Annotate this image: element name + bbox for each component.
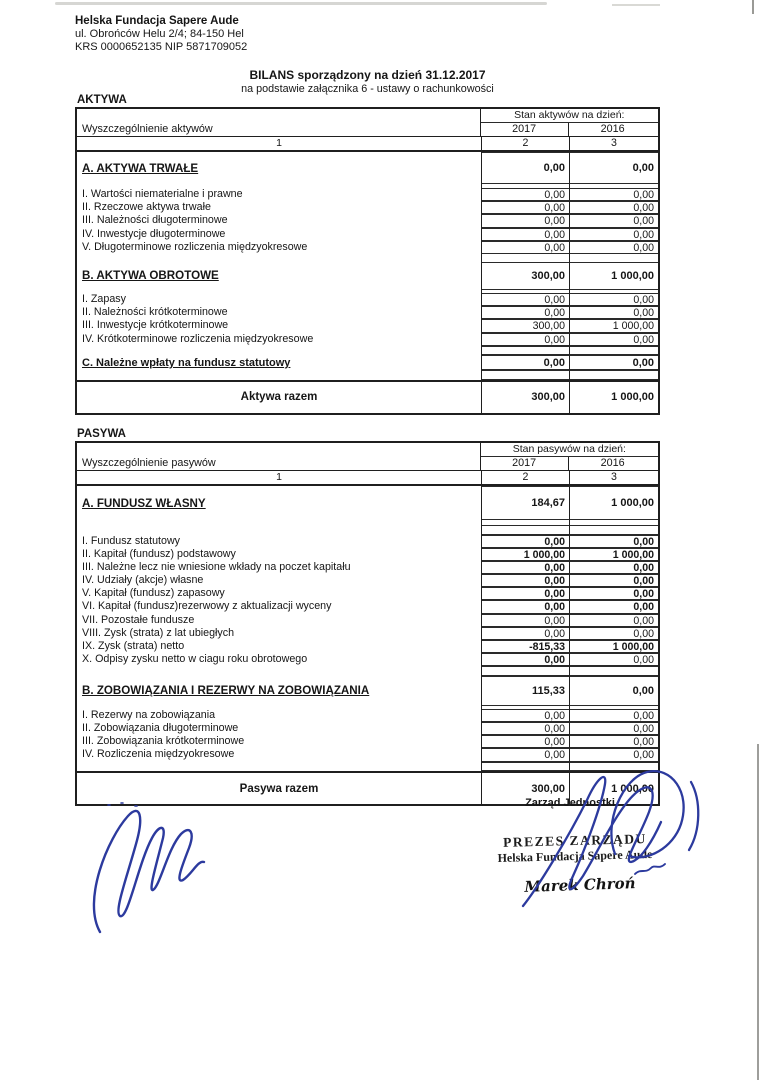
column-number-row	[77, 137, 658, 150]
value-2017: 0,00	[482, 748, 570, 761]
organization-name: Helska Fundacja Sapere Aude	[75, 15, 239, 27]
column-number-3: 3	[611, 137, 617, 149]
value-2016: 0,00	[570, 355, 658, 370]
row-label: II. Zobowiązania długoterminowe	[77, 722, 482, 735]
signature-right-ink	[495, 758, 705, 933]
table-row	[77, 735, 658, 748]
value-2017: 0,00	[482, 214, 570, 227]
value-2017: 184,67	[482, 486, 570, 520]
value-2016: 1 000,00	[570, 262, 658, 290]
aktywa-caption: AKTYWA	[77, 94, 127, 106]
value-2016: 0,00	[570, 748, 658, 761]
row-label: X. Odpisy zysku netto w ciagu roku obrotowego	[77, 653, 482, 666]
row-label: II. Należności krótkoterminowe	[77, 306, 482, 319]
row-label: I. Rezerwy na zobowiązania	[77, 709, 482, 722]
row-label: IV. Inwestycje długoterminowe	[77, 228, 482, 241]
section-title: A. FUNDUSZ WŁASNY	[82, 496, 206, 510]
row-label: V. Kapitał (fundusz) zapasowy	[77, 587, 482, 600]
column-header-values	[481, 443, 658, 470]
section-row-aktywa-trwale	[77, 152, 658, 184]
table-row	[77, 561, 658, 574]
row-label: VI. Kapitał (fundusz)rezerwowy z aktualizacji wyceny	[77, 600, 482, 613]
row-label: III. Zobowiązania krótkoterminowe	[77, 735, 482, 748]
organization-address: ul. Obrońców Helu 2/4; 84-150 Hel	[75, 28, 244, 40]
table-row	[77, 709, 658, 722]
table-row	[77, 614, 658, 627]
row-label: IX. Zysk (strata) netto	[77, 640, 482, 653]
values-span-header: Stan aktywów na dzień:	[481, 109, 658, 123]
value-2016: 1 000,00	[570, 640, 658, 653]
year-2016-header: 2016	[600, 123, 625, 135]
table-row	[77, 188, 658, 201]
value-2017: 0,00	[482, 152, 570, 184]
spacer-row	[77, 346, 658, 356]
spacer-row	[77, 525, 658, 535]
value-2017: 0,00	[482, 306, 570, 319]
table-row	[77, 548, 658, 561]
value-2017: 0,00	[482, 188, 570, 201]
value-2017: 0,00	[482, 614, 570, 627]
year-2016-header: 2016	[600, 457, 625, 469]
total-2017: 300,00	[482, 773, 570, 804]
table-row	[77, 333, 658, 346]
table-row	[77, 574, 658, 587]
value-2016: 0,00	[570, 676, 658, 706]
row-label: V. Długoterminowe rozliczenia międzyokresowe	[77, 241, 482, 254]
row-label: VIII. Zysk (strata) z lat ubiegłych	[77, 627, 482, 640]
section-row-fundusz-wlasny	[77, 486, 658, 520]
value-2016: 0,00	[570, 241, 658, 254]
value-2017: 300,00	[482, 319, 570, 332]
value-2016: 0,00	[570, 293, 658, 306]
letterhead	[75, 15, 247, 54]
value-2016: 0,00	[570, 614, 658, 627]
year-2017-header: 2017	[481, 457, 569, 470]
row-label: II. Rzeczowe aktywa trwałe	[77, 201, 482, 214]
value-2016: 0,00	[570, 201, 658, 214]
column-header-label: Wyszczególnienie pasywów	[77, 443, 481, 470]
section-title: C. Należne wpłaty na fundusz statutowy	[82, 356, 291, 369]
value-2017: 300,00	[482, 262, 570, 290]
value-2016: 0,00	[570, 735, 658, 748]
value-2016: 0,00	[570, 561, 658, 574]
value-2017: 0,00	[482, 653, 570, 666]
value-2017: 0,00	[482, 355, 570, 370]
row-label: III. Inwestycje krótkoterminowe	[77, 319, 482, 332]
row-label: I. Zapasy	[77, 293, 482, 306]
value-2017: 0,00	[482, 228, 570, 241]
total-2017: 300,00	[482, 382, 570, 413]
row-label: III. Należności długoterminowe	[77, 214, 482, 227]
section-title: B. AKTYWA OBROTOWE	[82, 269, 219, 283]
signature-left-ink	[80, 800, 210, 940]
column-number-row	[77, 471, 658, 484]
management-label: Zarząd Jednostki	[525, 797, 615, 809]
value-2017: 0,00	[482, 709, 570, 722]
value-2017: 0,00	[482, 535, 570, 548]
pasywa-table	[75, 441, 660, 806]
section-label	[77, 486, 482, 520]
section-row-aktywa-obrotowe	[77, 262, 658, 290]
value-2016: 0,00	[570, 600, 658, 613]
value-2016: 0,00	[570, 152, 658, 184]
pasywa-caption: PASYWA	[77, 428, 126, 440]
value-2017: 0,00	[482, 293, 570, 306]
table-row	[77, 587, 658, 600]
total-2016: 1 000,00	[611, 782, 654, 795]
column-number-1: 1	[77, 471, 482, 484]
table-row	[77, 722, 658, 735]
values-span-header: Stan pasywów na dzień:	[481, 443, 658, 457]
value-2016: 0,00	[570, 306, 658, 319]
value-2016: 0,00	[570, 627, 658, 640]
section-label	[77, 355, 482, 370]
value-2017: 0,00	[482, 600, 570, 613]
value-2016: 0,00	[570, 535, 658, 548]
total-label: Aktywa razem	[77, 382, 482, 413]
column-number-3: 3	[611, 471, 617, 483]
aktywa-table-header	[77, 109, 658, 152]
signer-name: Marek Chroń	[524, 874, 636, 896]
row-label: IV. Krótkoterminowe rozliczenia międzyokresowe	[77, 333, 482, 346]
value-2017: 0,00	[482, 574, 570, 587]
value-2016: 0,00	[570, 709, 658, 722]
section-row-nalezne-wplaty	[77, 355, 658, 370]
table-row	[77, 627, 658, 640]
value-2016: 1 000,00	[570, 319, 658, 332]
table-row	[77, 319, 658, 332]
section-row-zobowiazania	[77, 676, 658, 706]
column-number-2: 2	[482, 137, 570, 150]
row-label: I. Fundusz statutowy	[77, 535, 482, 548]
value-2016: 0,00	[570, 228, 658, 241]
section-label	[77, 262, 482, 290]
scan-streak-top-2	[612, 4, 660, 6]
aktywa-total-row	[77, 380, 658, 413]
table-row	[77, 653, 658, 666]
row-label: II. Kapitał (fundusz) podstawowy	[77, 548, 482, 561]
table-row	[77, 214, 658, 227]
section-label	[77, 152, 482, 184]
table-row	[77, 600, 658, 613]
year-2017-header: 2017	[481, 123, 569, 136]
spacer-row	[77, 254, 658, 262]
total-2016: 1 000,00	[611, 391, 654, 404]
document-title: BILANS sporządzony na dzień 31.12.2017	[249, 68, 486, 82]
value-2017: 0,00	[482, 735, 570, 748]
section-title: A. AKTYWA TRWAŁE	[82, 161, 199, 175]
value-2016: 0,00	[570, 214, 658, 227]
stamp-title: PREZES ZARZĄDU	[502, 831, 647, 850]
row-label: I. Wartości niematerialne i prawne	[77, 188, 482, 201]
value-2016: 0,00	[570, 574, 658, 587]
table-row	[77, 228, 658, 241]
value-2016: 0,00	[570, 722, 658, 735]
section-title: B. ZOBOWIĄZANIA I REZERWY NA ZOBOWIĄZANIA	[82, 684, 370, 698]
total-label: Pasywa razem	[77, 773, 482, 804]
table-row	[77, 293, 658, 306]
row-label: IV. Rozliczenia międzyokresowe	[77, 748, 482, 761]
value-2017: 0,00	[482, 722, 570, 735]
value-2017: 0,00	[482, 241, 570, 254]
value-2016: 1 000,00	[570, 548, 658, 561]
aktywa-table	[75, 107, 660, 415]
document-subtitle: na podstawie załącznika 6 - ustawy o rachunkowości	[241, 83, 494, 95]
value-2017: 0,00	[482, 201, 570, 214]
spacer-row	[77, 370, 658, 380]
table-row	[77, 201, 658, 214]
column-number-2: 2	[482, 471, 570, 484]
value-2016: 0,00	[570, 587, 658, 600]
table-row	[77, 535, 658, 548]
column-header-values	[481, 109, 658, 136]
row-label: VII. Pozostałe fundusze	[77, 614, 482, 627]
stamp-organization: Helska Fundacja Sapere Aude	[497, 846, 653, 866]
row-label: IV. Udziały (akcje) własne	[77, 574, 482, 587]
value-2016: 0,00	[570, 188, 658, 201]
value-2016: 0,00	[570, 653, 658, 666]
scan-mark-top-right	[752, 0, 754, 14]
spacer-row	[77, 666, 658, 676]
value-2017: 0,00	[482, 561, 570, 574]
scan-edge-line-right	[757, 744, 759, 1080]
scan-streak-top	[55, 2, 547, 5]
value-2016: 1 000,00	[570, 486, 658, 520]
pasywa-table-header	[77, 443, 658, 486]
table-row	[77, 640, 658, 653]
section-label	[77, 676, 482, 706]
organization-registry: KRS 0000652135 NIP 5871709052	[75, 41, 248, 53]
value-2017: 1 000,00	[482, 548, 570, 561]
value-2017: 115,33	[482, 676, 570, 706]
value-2016: 0,00	[570, 333, 658, 346]
column-header-label: Wyszczególnienie aktywów	[77, 109, 481, 136]
value-2017: -815,33	[482, 640, 570, 653]
value-2017: 0,00	[482, 587, 570, 600]
table-row	[77, 241, 658, 254]
row-label: III. Należne lecz nie wniesione wkłady na poczet kapitału	[77, 561, 482, 574]
table-row	[77, 306, 658, 319]
value-2017: 0,00	[482, 333, 570, 346]
value-2017: 0,00	[482, 627, 570, 640]
column-number-1: 1	[77, 137, 482, 150]
